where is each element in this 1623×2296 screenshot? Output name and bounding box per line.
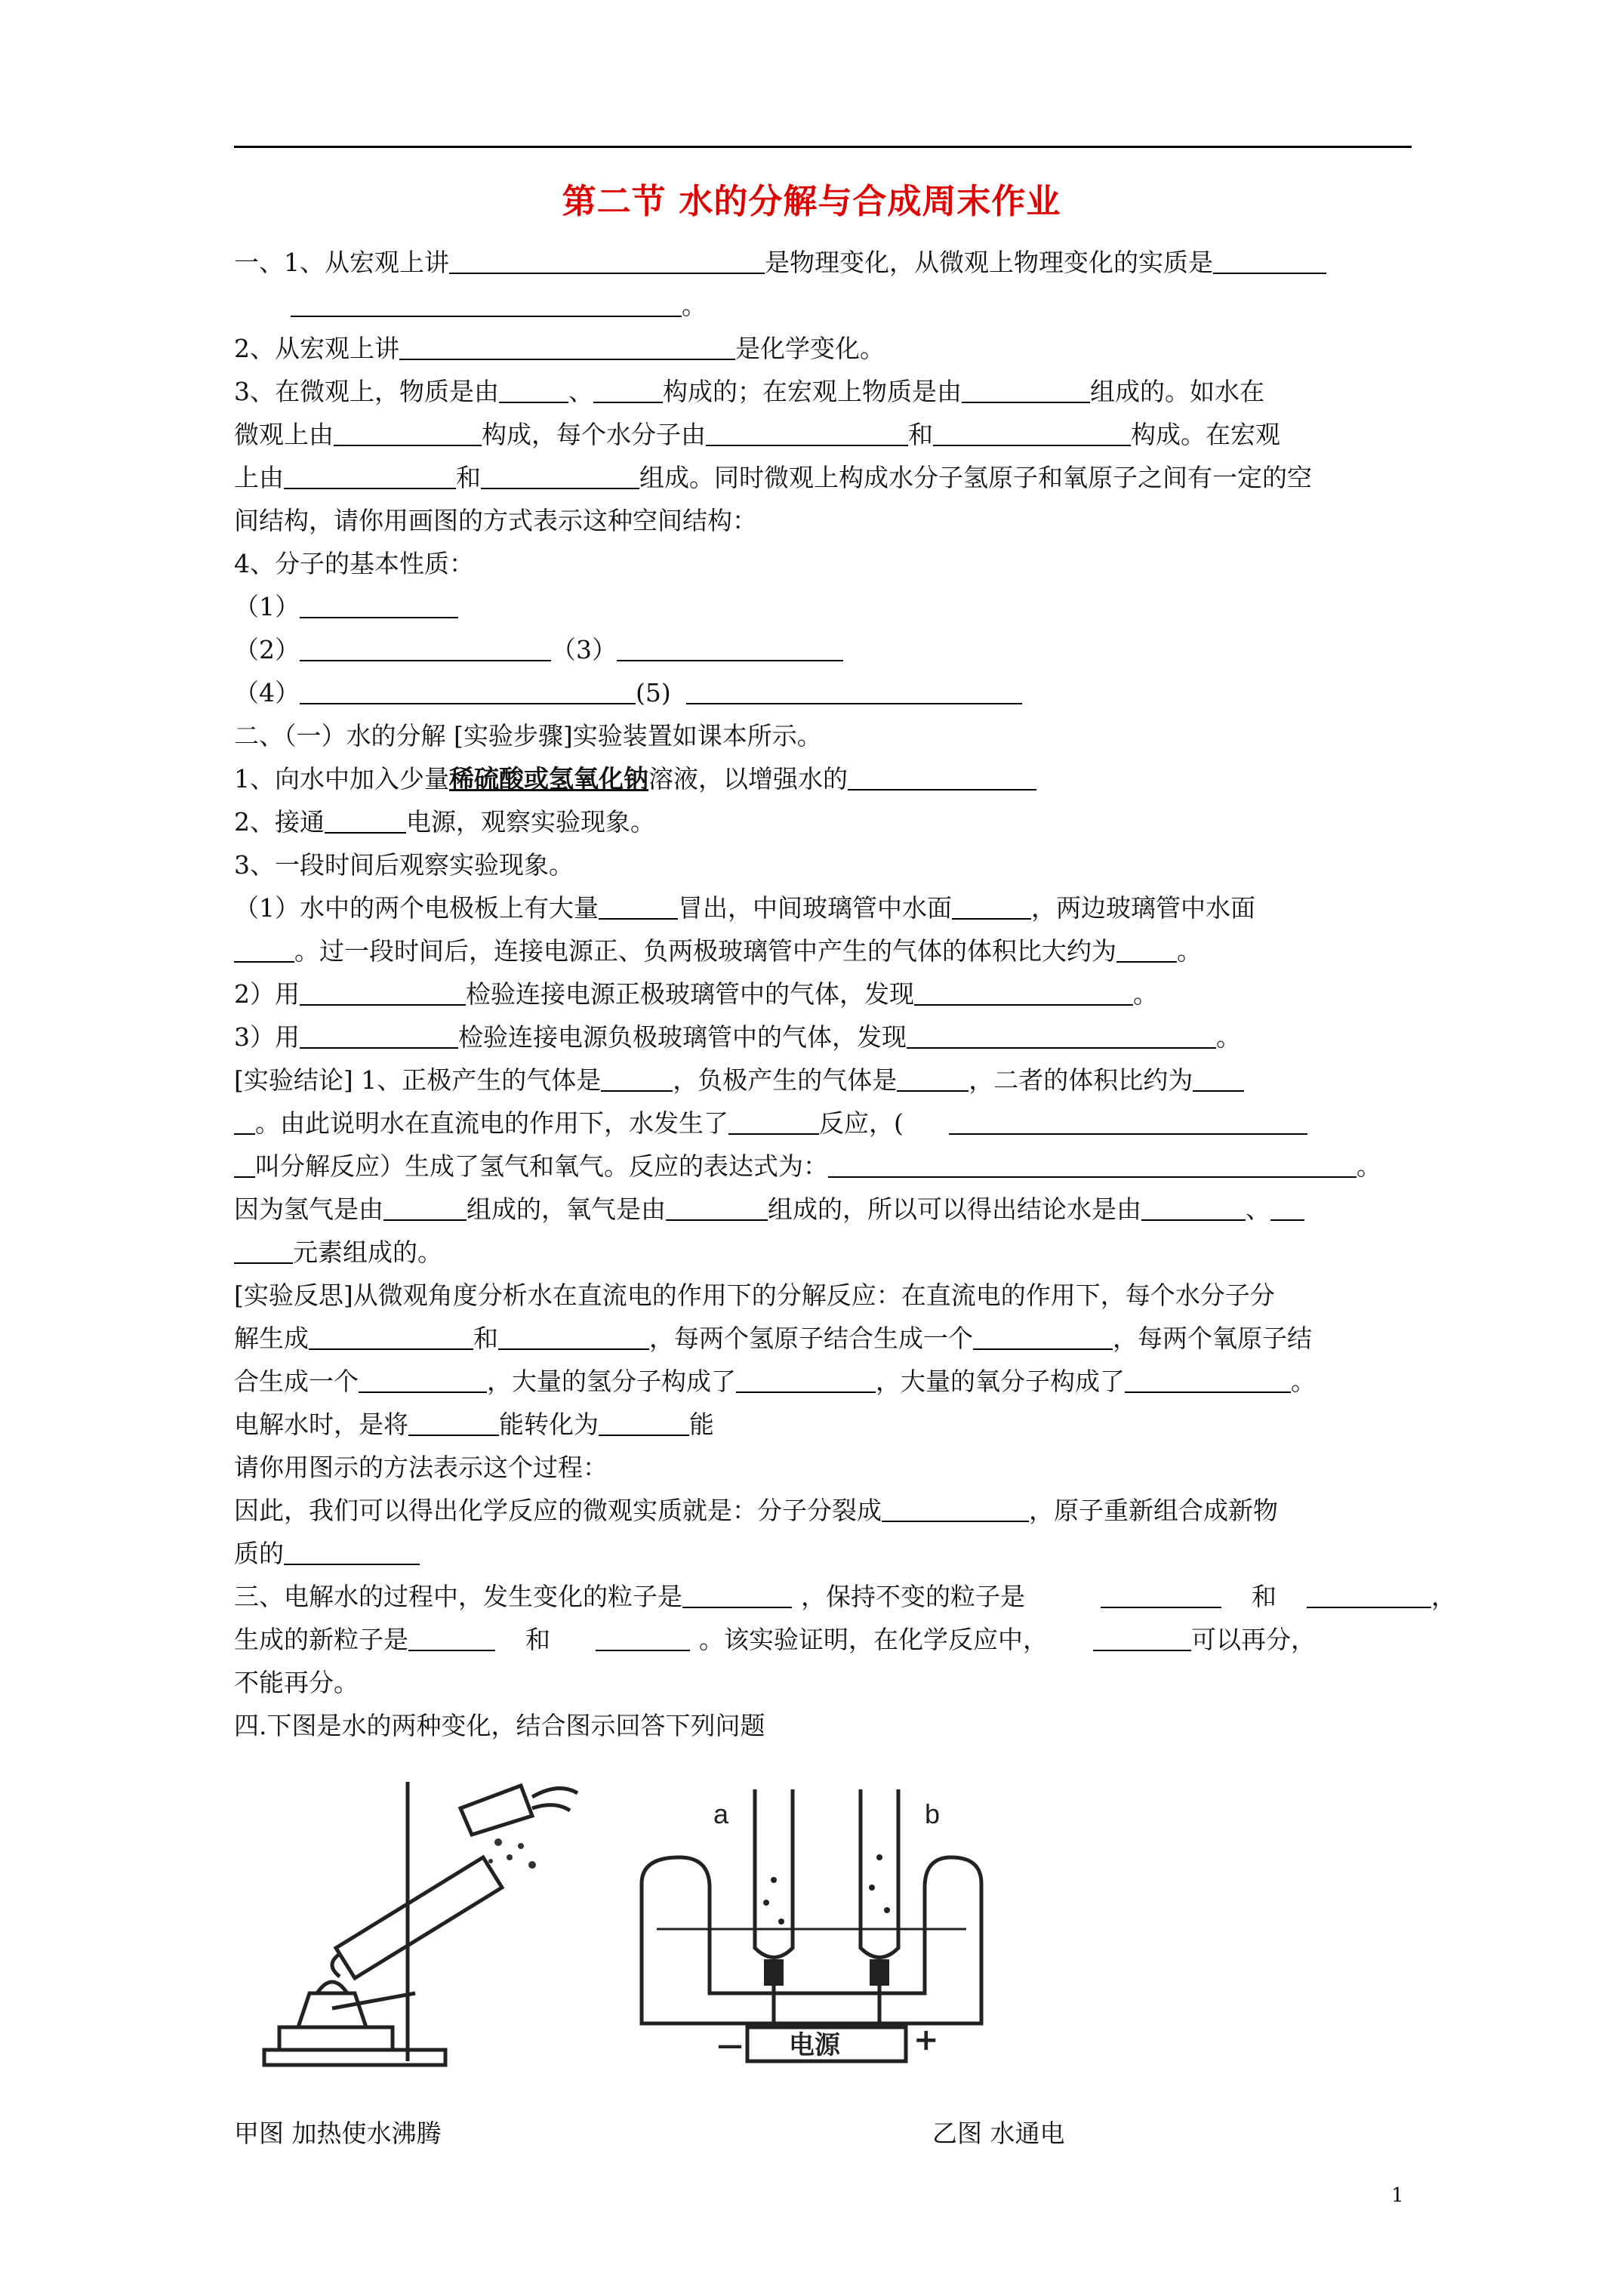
observation-3: 3）用 检验连接电源负极玻璃管中的气体，发现 。 xyxy=(234,1022,1241,1052)
q4-items-2-3: （2） （3） xyxy=(234,632,1423,668)
section-3-line-2: 生成的新粒子是 和 。该实验证明，在化学反应中， 可以再分， xyxy=(234,1625,1316,1654)
conclusion-1: [实验结论] 1、正极产生的气体是 ，负极产生的气体是 ，二者的体积比约为 xyxy=(234,1062,1423,1099)
conclusion-3: 叫分解反应）生成了氢气和氧气。反应的表达式为： 。 xyxy=(234,1148,1423,1185)
reflection-6: 因此，我们可以得出化学反应的微观实质就是：分子分裂成 ，原子重新组合成新物 xyxy=(234,1496,1278,1525)
q4-heading: 4、分子的基本性质： xyxy=(234,549,474,578)
q1-line-2: 。 xyxy=(234,288,1423,324)
q1-line: 一、1、从宏观上讲 是物理变化，从微观上物理变化的实质是 xyxy=(234,245,1423,281)
q4-item-1: （1） xyxy=(234,589,1423,625)
q3-line-3: 上由 和 组成。同时微观上构成水分子氢原子和氧原子之间有一定的空 xyxy=(234,463,1312,492)
reflection-7: 质的 xyxy=(234,1536,1423,1572)
page-number: 1 xyxy=(1391,2184,1404,2207)
reflection-3: 合生成一个 ，大量的氢分子构成了 ，大量的氧分子构成了 。 xyxy=(234,1367,1316,1396)
left-figure-caption: 甲图 加热使水沸腾 xyxy=(234,2119,442,2148)
reflection-1: [实验反思]从微观角度分析水在直流电的作用下的分解反应：在直流电的作用下，每个水分子分 xyxy=(234,1281,1275,1310)
minus-sign: — xyxy=(717,2030,743,2060)
step-2: 2、接通 电源，观察实验现象。 xyxy=(234,807,655,837)
section-2-heading: 二、（一）水的分解 [实验步骤]实验装置如课本所示。 xyxy=(234,721,822,750)
reflection-4: 电解水时，是将 能转化为 能 xyxy=(234,1410,714,1439)
q3-line-4: 间结构，请你用画图的方式表示这种空间结构： xyxy=(234,506,757,535)
reflection-2: 解生成 和 ，每两个氢原子结合生成一个 ，每两个氧原子结 xyxy=(234,1324,1312,1353)
power-label: 电源 xyxy=(789,2030,840,2060)
tube-a-label: a xyxy=(713,1798,729,1829)
q4-items-4-5: （4） (5) xyxy=(234,675,1423,711)
section-3-line-3: 不能再分。 xyxy=(234,1668,359,1697)
page-title: 第二节 水的分解与合成周末作业 xyxy=(562,181,1061,221)
reflection-5: 请你用图示的方法表示这个过程： xyxy=(234,1453,608,1482)
conclusion-2: 。由此说明水在直流电的作用下，水发生了 反应，( xyxy=(234,1105,1423,1142)
electrolysis-apparatus-figure xyxy=(634,1767,996,2069)
right-figure-caption: 乙图 水通电 xyxy=(932,2119,1065,2148)
conclusion-4: 因为氢气是由 组成的，氧气是由 组成的，所以可以得出结论水是由 、 xyxy=(234,1191,1423,1228)
conclusion-5: 元素组成的。 xyxy=(234,1234,1423,1271)
step-1: 1、向水中加入少量稀硫酸或氢氧化钠溶液，以增强水的 xyxy=(234,761,1423,797)
observation-1: （1）水中的两个电极板上有大量 冒出，中间玻璃管中水面 ，两边玻璃管中水面 xyxy=(234,893,1255,923)
section-3-line-1: 三、电解水的过程中，发生变化的粒子是 ，保持不变的粒子是 和 ， xyxy=(234,1582,1456,1611)
tube-b-label: b xyxy=(925,1798,941,1829)
q3-line-2: 微观上由 构成，每个水分子由 和 构成。在宏观 xyxy=(234,420,1280,449)
observation-1b: 。过一段时间后，连接电源正、负两极玻璃管中产生的气体的体积比大约为 。 xyxy=(234,933,1423,969)
section-4-heading: 四.下图是水的两种变化，结合图示回答下列问题 xyxy=(234,1711,765,1740)
boiling-apparatus-figure xyxy=(234,1767,657,2084)
plus-sign: + xyxy=(913,2023,939,2057)
step-3: 3、一段时间后观察实验现象。 xyxy=(234,850,574,880)
observation-2: 2）用 检验连接电源正极玻璃管中的气体，发现 。 xyxy=(234,979,1158,1009)
q2-line: 2、从宏观上讲 是化学变化。 xyxy=(234,334,885,363)
q3-line-1: 3、在微观上，物质是由 、 构成的；在宏观上物质是由 组成的。如水在 xyxy=(234,377,1264,406)
top-rule xyxy=(234,146,1412,148)
